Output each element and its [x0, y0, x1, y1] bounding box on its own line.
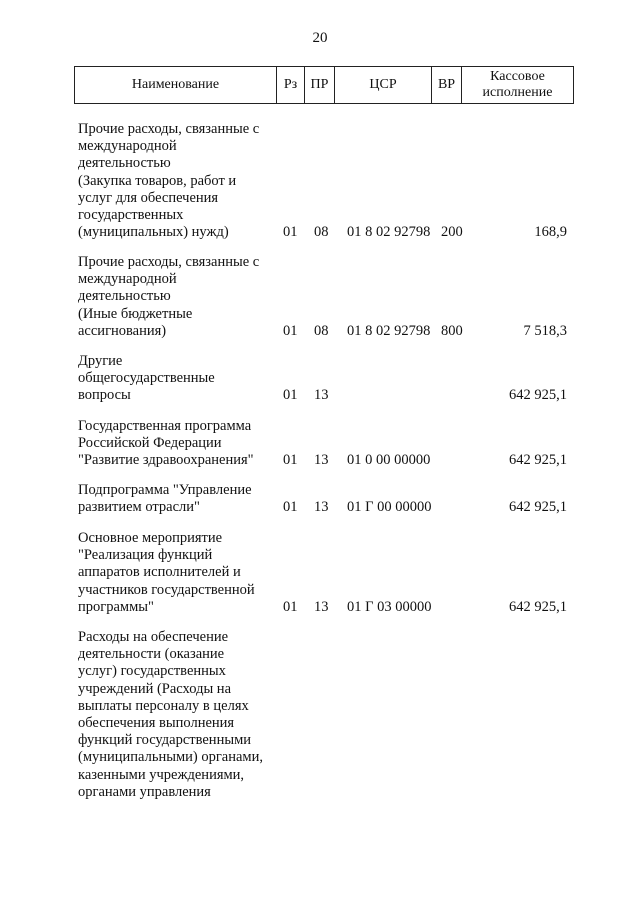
row-vr: 200: [441, 224, 463, 241]
table-row: [78, 418, 572, 470]
table-row: [78, 530, 572, 616]
table-row: [78, 254, 572, 340]
row-csr: 01 Г 00 00000: [347, 499, 432, 516]
table-header: [74, 66, 574, 104]
table-row: [78, 121, 572, 241]
row-name: Подпрограмма "Управление развитием отрасли": [78, 482, 252, 516]
row-name: Прочие расходы, связанные с международной деятельностью (Закупка товаров, работ и услуг для обеспечения государственных (муниципальных) нужд): [78, 121, 260, 241]
page-number: 20: [312, 30, 328, 46]
header-csr: ЦСР: [335, 67, 432, 103]
header-vr: ВР: [432, 67, 462, 103]
row-name: Основное мероприятие "Реализация функций аппаратов исполнителей и участников государственной программы": [78, 530, 255, 615]
row-rz: 01: [283, 322, 298, 339]
row-csr: 01 8 02 92798: [347, 322, 431, 339]
row-rz: 01: [283, 499, 298, 516]
row-amount: 642 925,1: [509, 598, 567, 615]
header-pr: ПР: [305, 67, 335, 103]
row-name: Другие общегосударственные вопросы: [78, 353, 215, 404]
row-pr: 13: [314, 598, 329, 615]
row-name: Государственная программа Российской Федерации "Развитие здравоохранения": [78, 418, 254, 469]
header-kassovoe: Кассовое исполнение: [482, 69, 553, 100]
row-pr: 08: [314, 322, 329, 339]
row-rz: 01: [283, 387, 298, 404]
row-rz: 01: [283, 452, 298, 469]
row-csr: 01 Г 03 00000: [347, 598, 432, 615]
row-pr: 13: [314, 452, 329, 469]
row-name: Расходы на обеспечение деятельности (оказание услуг) государственных учреждений (Расходы на выплаты персоналу в целях обеспечения выполнения функций государственными (муниципальными) органами, казенными учреждениями, органами управления: [78, 629, 263, 800]
table-row: [78, 482, 572, 516]
row-amount: 7 518,3: [523, 322, 567, 339]
row-pr: 13: [314, 499, 329, 516]
row-amount: 642 925,1: [509, 452, 567, 469]
table-row: [78, 629, 572, 801]
header-rz: Рз: [277, 67, 305, 103]
row-name: Прочие расходы, связанные с международной деятельностью (Иные бюджетные ассигнования): [78, 254, 260, 339]
row-amount: 642 925,1: [509, 499, 567, 516]
row-amount: 168,9: [534, 224, 567, 241]
table-row: [78, 353, 572, 405]
row-rz: 01: [283, 224, 298, 241]
row-rz: 01: [283, 598, 298, 615]
row-csr: 01 8 02 92798: [347, 224, 431, 241]
row-vr: 800: [441, 322, 463, 339]
row-pr: 13: [314, 387, 329, 404]
row-csr: 01 0 00 00000: [347, 452, 431, 469]
header-name: Наименование: [75, 67, 277, 103]
row-amount: 642 925,1: [509, 387, 567, 404]
row-pr: 08: [314, 224, 329, 241]
